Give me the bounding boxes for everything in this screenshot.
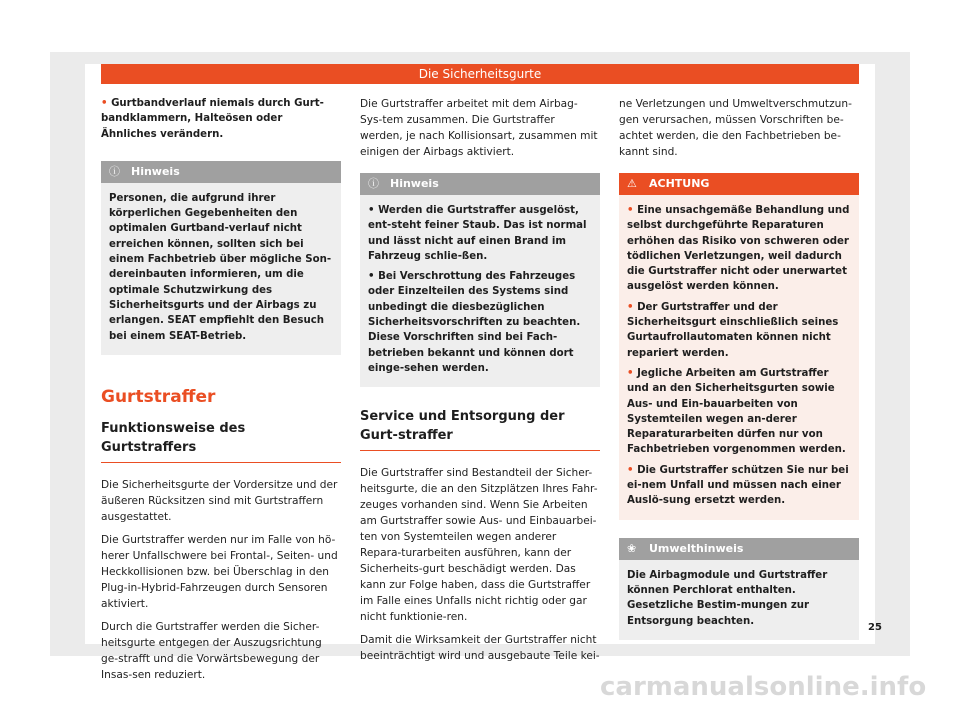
paragraph: Die Sicherheitsgurte der Vordersitze und der äußeren Rücksitzen sind mit Gurtstraffern ausgestattet. <box>101 478 338 523</box>
bullet-icon: • <box>101 98 112 109</box>
hinweis-bullet-text: Bei Verschrottung des Fahrzeuges oder Einzelteilen des Systems sind unbedingt die diesbezüglichen Sicherheitsvorschriften zu beachten. Diese Vorschriften sind bei Fach-betrieben bekannt und können dort einge-sehen werden. <box>368 271 581 374</box>
paragraph: Die Gurtstraffer arbeitet mit dem Airbag-Sys-tem zusammen. Die Gurtstraffer werden, je nach Kollisionsart, zusammen mit einigen der Airbags aktiviert. <box>360 98 598 158</box>
achtung-bullet <box>627 203 851 295</box>
achtung-bullet-text: Eine unsachgemäße Behandlung und selbst durchgeführte Reparaturen erhöhen das Risiko von schweren oder tödlichen Verletzungen, weil dadurch die Gurtstraffer nicht oder unerwartet ausgelöst werden können. <box>627 205 850 293</box>
hinweis-title: Hinweis <box>390 177 439 190</box>
umwelt-box <box>619 538 859 640</box>
achtung-bullet-text: Der Gurtstraffer und der Sicherheitsgurt einschließlich seines Gurtaufrollautomaten können nicht repariert werden. <box>627 301 839 359</box>
subsection-title: Service und Entsorgung der Gurt-straffer <box>360 407 600 451</box>
page-number: 25 <box>868 622 882 633</box>
paragraph: Damit die Wirksamkeit der Gurtstraffer nicht beeinträchtigt wird und ausgebaute Teile kei- <box>360 634 600 663</box>
info-icon: ⓘ <box>368 177 379 190</box>
warning-triangle-icon: ⚠ <box>627 177 637 190</box>
achtung-bullet <box>627 366 851 458</box>
achtung-bullet <box>627 463 851 509</box>
bullet-icon: • <box>368 271 379 283</box>
warning-bullet <box>101 96 341 142</box>
section-header: Die Sicherheitsgurte <box>101 64 859 84</box>
hinweis-header <box>360 173 600 195</box>
hinweis-bullet <box>368 203 592 264</box>
watermark: carmanualsonline.info <box>600 672 927 702</box>
hinweis-bullet <box>368 269 592 376</box>
column-2 <box>360 96 600 671</box>
column-3 <box>619 96 859 652</box>
bullet-icon: • <box>627 464 638 476</box>
bullet-icon: • <box>368 205 379 216</box>
column-1 <box>101 96 341 690</box>
subsection-title: Funktionsweise des Gurtstraffers <box>101 419 341 463</box>
warning-text: Gurtbandverlauf niemals durch Gurt-bandklammern, Halteösen oder Ähnliches verändern. <box>101 98 324 140</box>
hinweis-text: Personen, die aufgrund ihrer körperlichen Gegebenheiten den optimalen Gurtband-verlauf nicht erreichen können, sollten sich bei einem Fachbetrieb über mögliche Son-dereinbauten informieren, um die optimale Schutzwirkung des Sicherheitsgurts und der Airbags zu erlangen. SEAT empfiehlt den Besuch bei einem SEAT-Betrieb. <box>109 192 332 342</box>
bullet-icon: • <box>627 205 638 216</box>
bullet-icon: • <box>627 301 638 313</box>
hinweis-box <box>101 161 341 355</box>
achtung-header <box>619 173 859 195</box>
section-title: Gurtstraffer <box>101 386 216 407</box>
hinweis-bullet-text: Werden die Gurtstraffer ausgelöst, ent-steht feiner Staub. Das ist normal und lässt nicht auf einen Brand im Fahrzeug schlie-ßen. <box>368 205 587 262</box>
info-icon: ⓘ <box>109 164 120 178</box>
hinweis-header <box>101 161 341 183</box>
achtung-bullet-text: Die Gurtstraffer schützen Sie nur bei ei-nem Unfall und müssen nach einer Auslö-sung ersetzt werden. <box>627 464 849 507</box>
paragraph: Die Gurtstraffer sind Bestandteil der Sicher-heitsgurte, die an den Sitzplätzen Ihres Fahr-zeuges vorhanden sind. Wenn Sie Arbeiten am Gurtstraffer sowie Aus- und Einbauarbei-ten von Systemteilen wegen anderer Repara-turarbeiten ausführen, kann der Sicherheits-gurt beschädigt werden. Das kann zur Folge haben, dass die Gurtstraffer im Falle eines Unfalls nicht richtig oder gar nicht funktionie-ren. <box>360 467 598 624</box>
hinweis-title: Hinweis <box>131 164 180 178</box>
environment-icon: ❀ <box>627 541 637 555</box>
achtung-bullet-text: Jegliche Arbeiten am Gurtstraffer und an den Sicherheitsgurten sowie Aus- und Ein-bauarbeiten von Systemteilen wegen an-derer Reparaturarbeiten dürfen nur von Fachbetrieben vorgenommen werden. <box>627 367 846 456</box>
achtung-bullet <box>627 300 851 361</box>
paragraph: Durch die Gurtstraffer werden die Sicher-heitsgurte entgegen der Auszugsrichtung ge-strafft und die Vorwärtsbewegung der Insas-sen reduziert. <box>101 620 322 681</box>
umwelt-header <box>619 538 859 560</box>
umwelt-text: Die Airbagmodule und Gurtstraffer können Perchlorat enthalten. Gesetzliche Bestim-mungen zur Entsorgung beachten. <box>627 569 828 627</box>
umwelt-title: Umwelthinweis <box>649 541 744 555</box>
achtung-box <box>619 173 859 520</box>
paragraph: Die Gurtstraffer werden nur im Falle von hö-herer Unfallschwere bei Frontal-, Seiten- und Heckkollisionen bzw. bei Überschlag in den Plug-in-Hybrid-Fahrzeugen durch Sensoren aktiviert. <box>101 533 338 610</box>
achtung-title: ACHTUNG <box>649 177 710 190</box>
paragraph: ne Verletzungen und Umweltverschmutzun-gen verursachen, müssen Vorschriften be-achtet werden, die den Fachbetrieben be-kannt sind. <box>619 98 852 158</box>
hinweis-box <box>360 173 600 387</box>
bullet-icon: • <box>627 367 638 379</box>
